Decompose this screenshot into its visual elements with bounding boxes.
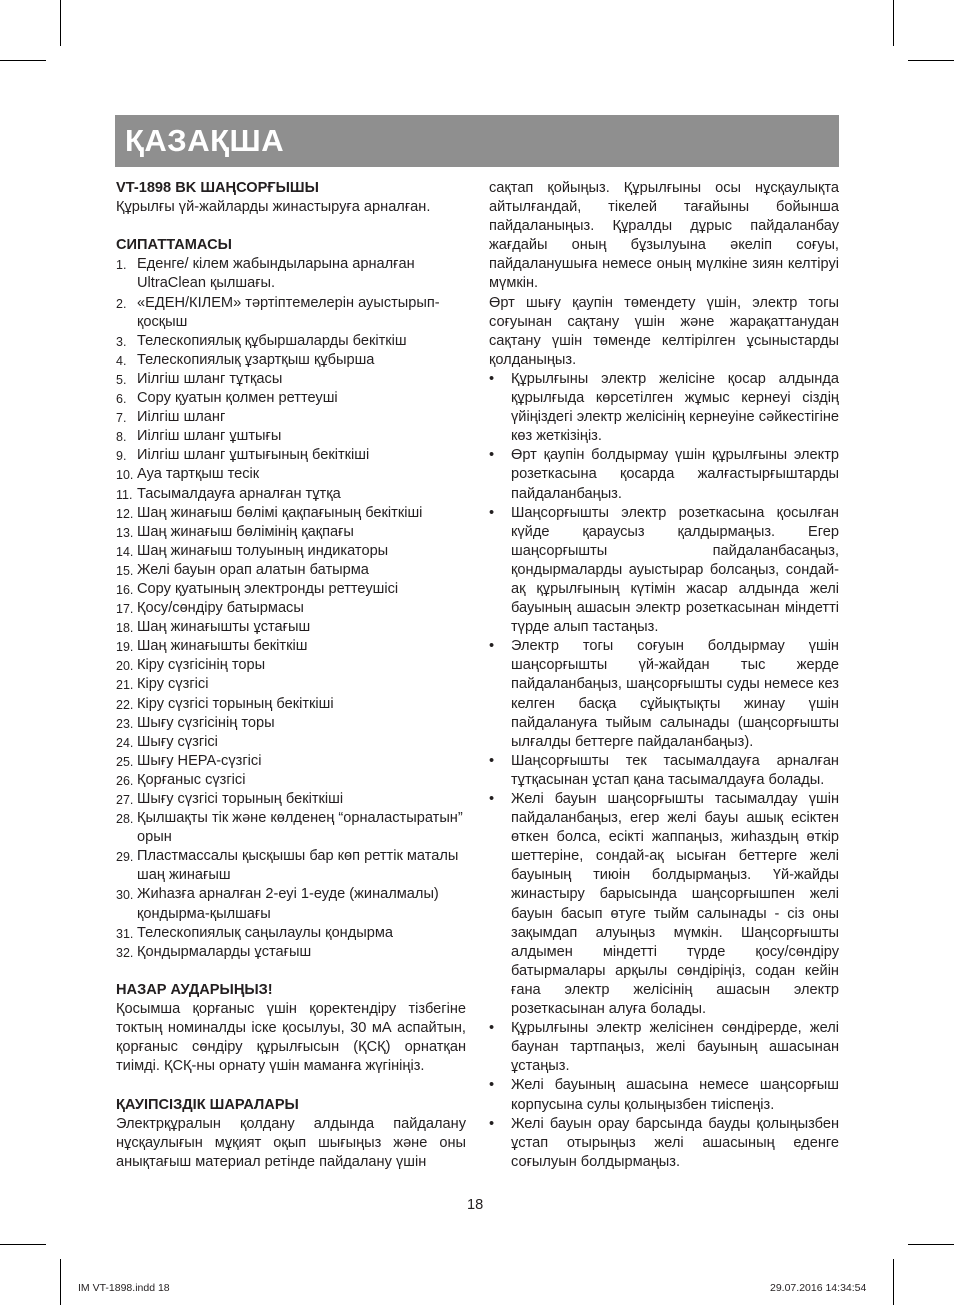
safety-intro: Электрқұралын қолдану алдында пайдалану нұсқаулығын мұқият оқып шығыңыз және оны анықтағыш материал ретінде пайдалану үшін [116,1115,466,1170]
list-item-text: Қылшақты тік және көлденең “орналастыратын” орын [137,810,463,846]
list-item-text: Шаң жинағыш бөлімі қақпағының бекіткіші [137,504,423,521]
parts-list-item [116,446,466,465]
parts-list-item [116,714,466,733]
safety-bullet-item [489,504,839,638]
list-item-text: Кіру сүзгісі торының бекіткіші [137,695,334,712]
list-item-text: Шығу сүзгісі [137,733,218,750]
bullet-icon: • [489,1077,495,1094]
parts-list-item [116,809,466,847]
list-item-text: Сору қуатының электронды реттеушісі [137,580,399,597]
fire-safety-paragraph: Өрт шығу қаупін төмендету үшін, электр тогы соғуынан сақтану үшін және жарақаттанудан сақтану үшін төменде келтірілген ұсыныстарды қолданыңыз. [489,294,839,368]
list-item-number: 30. [116,888,134,903]
bullet-icon: • [489,447,495,464]
list-item-text: Иілгіш шланг ұштығы [137,428,282,445]
list-item-number: 1. [116,258,127,273]
list-item-number: 27. [116,793,134,807]
product-title: VT-1898 BK ШАҢСОРҒЫШЫ [116,180,319,196]
bullet-text: Желі бауын орау барсында бауды қолыңызбен ұстап отырыңыз желі ашасының еденге соғылуын болдырмаңыз. [511,1115,839,1170]
bullet-icon: • [489,370,495,387]
parts-list-item [116,771,466,790]
list-item-text: Шаң жинағышты ұстағыш [137,619,311,636]
crop-mark [60,0,61,46]
bullet-text: Шаңсорғышты тек тасымалдауға арналған тұтқасынан ұстап қана тасымалдауға болады. [511,752,839,788]
list-item-number: 9. [116,449,127,464]
list-item-number: 26. [116,773,134,788]
list-item-text: Шығу сүзгісі торының бекіткіші [137,791,344,807]
parts-list-item [116,618,466,637]
parts-list-item [116,523,466,542]
list-item-number: 19. [116,640,134,655]
list-item-number: 28. [116,812,134,827]
list-item-text: Иілгіш шланг ұштығының бекіткіші [137,447,370,464]
footer-file-info: IM VT-1898.indd 18 [78,1282,170,1294]
list-item-text: Шығу сүзгісінің торы [137,714,275,731]
list-item-number: 31. [116,926,134,941]
left-column [116,179,466,1172]
parts-list-item [116,427,466,446]
parts-list-item [116,695,466,714]
parts-list-item [116,924,466,943]
parts-list-item [116,504,466,523]
list-item-text: Сору қуатын қолмен реттеуші [137,390,338,407]
right-column [489,179,839,1172]
bullet-icon: • [489,1020,495,1037]
product-description: Құрылғы үй-жайларды жинастыруға арналған. [116,199,431,216]
list-item-number: 24. [116,735,134,750]
parts-list-item [116,580,466,599]
list-item-number: 8. [116,430,127,445]
list-item-text: Қорғаныс сүзгісі [137,771,246,788]
parts-list-item [116,656,466,675]
list-item-text: Қосу/сөндіру батырмасы [137,600,304,617]
parts-list-item [116,599,466,618]
list-item-text: «ЕДЕН/КІЛЕМ» тәртіптемелерін ауыстырып-қосқыш [137,294,440,330]
attention-heading: НАЗАР АУДАРЫҢЫЗ! [116,981,273,998]
bullet-icon: • [489,504,495,521]
safety-bullet-item [489,637,839,752]
list-item-number: 16. [116,582,134,597]
parts-list-item [116,485,466,504]
bullet-text: Электр тогы соғуын болдырмау үшін шаңсорғышты үй-жайдан тыс жерде пайдаланбаңыз, шаңсорғышты суды немесе кез келген басқа сұйықтықты жинау үшін пайдалануға тыйым салынады (шаңсорғышты ылғалды беттерге пайдаланбаңыз). [511,638,839,750]
list-item-number: 17. [116,602,134,617]
list-item-text: Шаң жинағыш бөлімінің қақпағы [137,523,354,540]
parts-list-item [116,885,466,923]
list-item-number: 15. [116,563,134,578]
list-item-number: 23. [116,716,134,731]
bullet-text: Желі бауын шаңсорғышты тасымалдау үшін пайдаланбаңыз, егер желі бауы ашық есіктен өткен болса, есікті жаппаңыз, жиһаздың өткір шеттеріне, сондай-ақ ысыған беттерге желі бауының тиюін болдырмаңыз. Үй-жайды жинастыру барысында шаңсорғышпен желі бауын басып өтуге тыйм салынады - сіз оны зақымдап алуыңыз мүмкін. Шаңсорғышты алдымен міндетті түрде қосу/сөндіру батырмалары арқылы сөндіріңіз, содан кейін ғана электр желісінің ашасын электр розеткасынан алуға болады. [511,791,839,1018]
parts-list-item [116,790,466,809]
safety-bullet-item [489,1115,839,1172]
bullet-text: Құрылғыны электр желісіне қосар алдында құрылғыда көрсетілген жұмыс кернеуі сіздің үйіңіздегі электр желісінің кернеуіне сәйкестігіне көз жеткізіңіз. [511,370,839,445]
parts-list-item [116,351,466,370]
footer-timestamp: 29.07.2016 14:34:54 [770,1282,867,1294]
bullet-text: Шаңсорғышты электр розеткасына қосылған күйде қараусыз қалдырмаңыз. Егер шаңсорғышты пайдаланбасаңыз, қондырмаларды ауыстырар болсаңыз, сондай-ақ құрылғының күтімін жасар алдында желі бауының ашасын электр розеткасынан міндетті түрде алып тастаңыз. [511,504,839,636]
list-item-text: Кіру сүзгісі [137,676,209,693]
safety-bullet-item [489,1019,839,1076]
parts-list-item [116,294,466,332]
parts-list-item [116,561,466,580]
crop-mark [893,0,894,46]
parts-list-item [116,255,466,293]
list-item-number: 2. [116,296,127,311]
crop-mark [908,1244,954,1245]
crop-mark [0,60,46,61]
list-item-number: 4. [116,353,127,368]
safety-bullet-item [489,370,839,446]
list-item-text: Шығу HEPA-сүзгісі [137,752,262,769]
safety-bullet-item [489,790,839,1019]
crop-mark [60,1259,61,1305]
bullet-text: Құрылғыны электр желісінен сөндірерде, желі баунан тартпаңыз, желі бауының ашасынан ұстаңыз. [511,1020,839,1075]
parts-list-item [116,370,466,389]
list-item-number: 22. [116,697,134,712]
bullet-icon: • [489,752,495,769]
list-item-number: 18. [116,621,134,636]
crop-mark [893,1259,894,1305]
list-item-text: Шаң жинағыш толуының индикаторы [137,542,389,559]
parts-list-item [116,542,466,561]
crop-mark [0,1244,46,1245]
parts-list-item [116,332,466,351]
parts-list-item [116,465,466,484]
list-item-number: 6. [116,392,127,407]
safety-bullet-list [489,370,839,1172]
safety-bullet-item [489,446,839,503]
list-item-text: Қондырмаларды ұстағыш [137,943,312,960]
list-item-number: 5. [116,372,127,387]
list-item-text: Телескопиялық ұзартқыш құбырша [137,351,375,368]
safety-bullet-item [489,752,839,790]
list-item-number: 20. [116,659,134,674]
list-item-text: Ауа тартқыш тесік [137,466,260,483]
list-item-number: 21. [116,678,134,693]
list-item-text: Кіру сүзгісінің торы [137,657,266,674]
safety-bullet-item [489,1076,839,1114]
continued-paragraph: сақтап қойыңыз. Құрылғыны осы нұсқаулықта айтылғандай, тікелей тағайыны бойынша пайдаланыңыз. Құралды дұрыс пайдаланбау жағдайы оның бұзылуына әкеліп соғуы, пайдаланушыға немесе оның мүлкіне зиян келтіруі мүмкін. [489,180,839,292]
list-item-number: 29. [116,850,134,865]
list-item-text: Еденге/ кілем жабындыларына арналған UltraClean қылшағы. [137,256,415,292]
safety-heading: ҚАУІПСІЗДІК ШАРАЛАРЫ [116,1096,299,1113]
banner-title: ҚАЗАҚША [125,123,285,158]
list-item-number: 10. [116,468,134,483]
bullet-text: Өрт қаупін болдырмау үшін құрылғыны электр розеткасына қосарда жалғастырғыштарды пайдаланбаңыз. [511,447,839,502]
bullet-icon: • [489,638,495,655]
list-item-number: 14. [116,544,134,559]
list-item-number: 3. [116,334,127,349]
list-item-text: Пластмассалы қысқышы бар көп реттік маталы шаң жинағыш [137,848,459,884]
language-banner [115,115,839,167]
parts-list-item [116,943,466,962]
parts-list-item [116,675,466,694]
list-item-text: Желі бауын орап алатын батырма [137,561,369,578]
crop-mark [908,60,954,61]
description-heading: СИПАТТАМАСЫ [116,237,232,254]
parts-list-item [116,847,466,885]
list-item-number: 11. [116,487,133,502]
parts-list [116,255,466,961]
list-item-text: Иілгіш шланг [137,409,226,426]
list-item-text: Жиһазға арналған 2-еуі 1-еуде (жиналмалы) қондырма-қылшағы [137,886,439,922]
list-item-text: Телескопиялық саңылаулы қондырма [137,924,394,941]
list-item-number: 32. [116,945,134,960]
list-item-text: Тасымалдауға арналған тұтқа [137,485,341,502]
list-item-text: Телескопиялық құбыршаларды бекіткіш [137,332,407,349]
parts-list-item [116,389,466,408]
parts-list-item [116,408,466,427]
attention-text: Қосымша қорғаныс үшін қоректендіру тізбегіне токтың номиналды іске қосылуы, 30 мА аспайтын, қорғаныс сөндіру құрылғысын (ҚСҚ) орнатқан тиімді. ҚСҚ-ны орнату үшін маманға жүгініңіз. [116,1001,466,1075]
parts-list-item [116,637,466,656]
list-item-text: Иілгіш шланг тұтқасы [137,370,283,387]
list-item-number: 12. [116,506,134,521]
list-item-text: Шаң жинағышты бекіткіш [137,638,308,655]
list-item-number: 25. [116,754,134,769]
bullet-text: Желі бауының ашасына немесе шаңсорғыш корпусына сулы қолыңызбен тиіспеңіз. [511,1077,839,1113]
page-number: 18 [467,1197,484,1213]
list-item-number: 13. [116,525,134,540]
parts-list-item [116,733,466,752]
parts-list-item [116,752,466,771]
bullet-icon: • [489,1115,495,1132]
list-item-number: 7. [116,411,127,426]
bullet-icon: • [489,791,495,807]
